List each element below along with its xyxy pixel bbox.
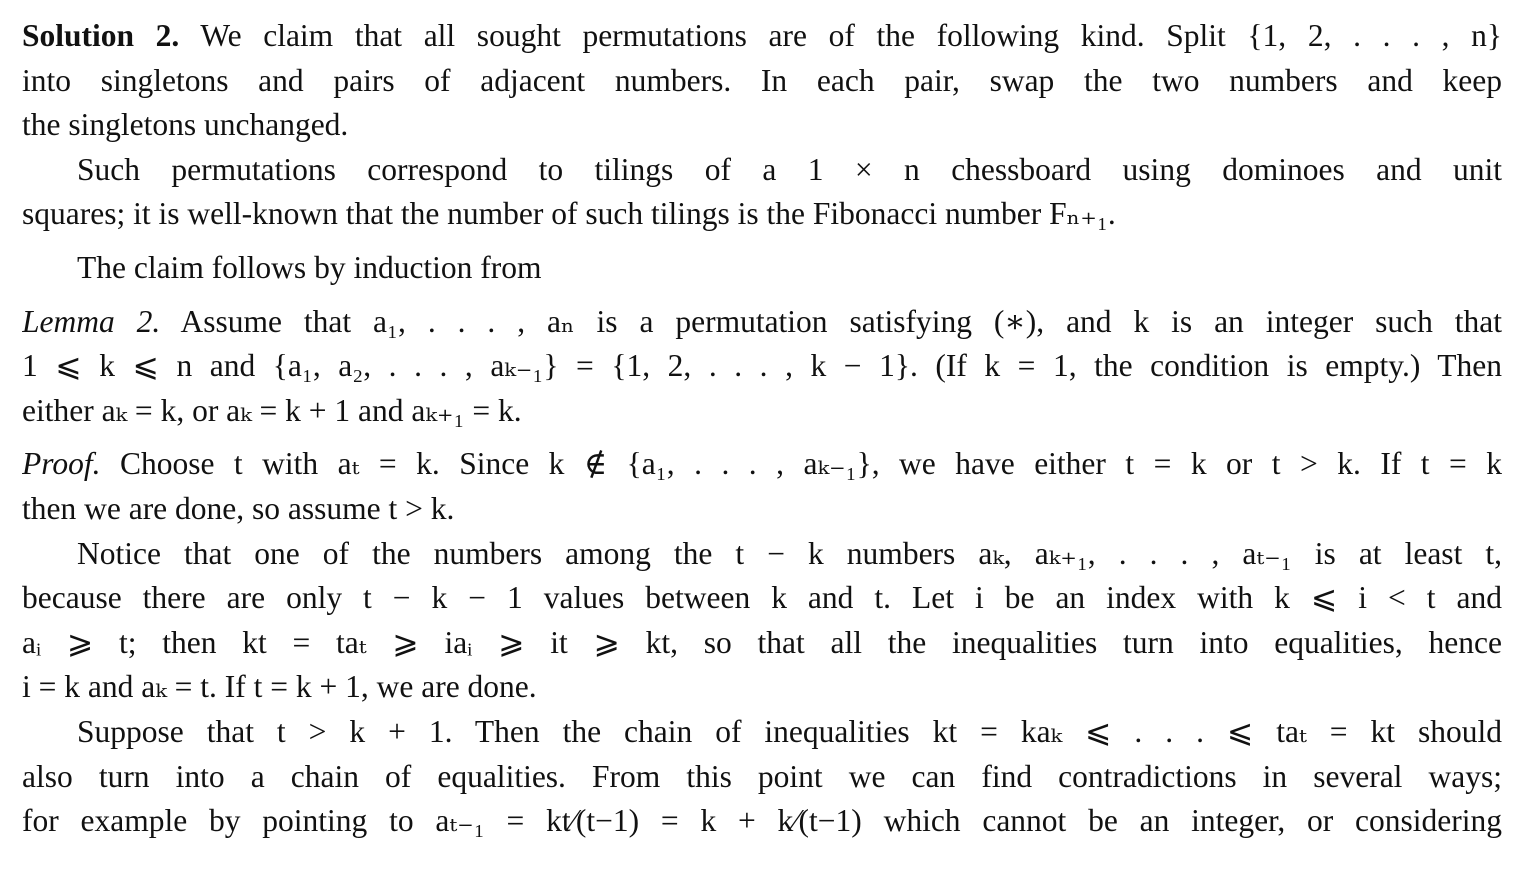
tilings-line-1: Such permutations correspond to tilings of a 1 × n chessboard using dominoes and unit — [77, 151, 1502, 187]
lemma-line-3: either aₖ = k, or aₖ = k + 1 and aₖ₊₁ = k. — [22, 392, 522, 428]
solution-page — [22, 14, 1502, 844]
lemma-text-1: Assume that a₁, . . . , aₙ is a permutation satisfying (∗), and k is an integer such that — [180, 303, 1502, 339]
solution-line-1 — [22, 14, 1502, 59]
solution-title: Solution 2. — [22, 18, 180, 53]
solution-line-3: the singletons unchanged. — [22, 107, 349, 143]
lemma-line-2: 1 ⩽ k ⩽ n and {a₁, a₂, . . . , aₖ₋₁} = {1, 2, . . . , k − 1}. (If k = 1, the condition is empty.) Then — [22, 348, 1502, 384]
proof-title: Proof. — [22, 446, 101, 482]
notice-line-4: i = k and aₖ = t. If t = k + 1, we are done. — [22, 669, 537, 705]
proof-line-2: then we are done, so assume t > k. — [22, 490, 455, 526]
notice-line-1: Notice that one of the numbers among the t − k numbers aₖ, aₖ₊₁, . . . , aₜ₋₁ is at least t, — [77, 535, 1502, 571]
notice-line-3: aᵢ ⩾ t; then kt = taₜ ⩾ iaᵢ ⩾ it ⩾ kt, so that all the inequalities turn into equalities, hence — [22, 624, 1502, 660]
paragraph-gap — [22, 433, 1502, 442]
solution-text-1: We claim that all sought permutations are of the following kind. Split {1, 2, . . . , n} — [200, 18, 1502, 53]
proof-line-1 — [22, 442, 1502, 487]
claim-line: The claim follows by induction from — [77, 249, 542, 285]
paragraph-gap — [22, 237, 1502, 246]
lemma-title: Lemma 2. — [22, 303, 161, 339]
notice-line-2: because there are only t − k − 1 values between k and t. Let i be an index with k ⩽ i < t and — [22, 580, 1502, 616]
suppose-line-2: also turn into a chain of equalities. From this point we can find contradictions in several ways; — [22, 758, 1502, 794]
suppose-line-3: for example by pointing to aₜ₋₁ = kt⁄(t−1) = k + k⁄(t−1) which cannot be an integer, or considering — [22, 803, 1502, 839]
proof-text-1: Choose t with aₜ = k. Since k ∉ {a₁, . . . , aₖ₋₁}, we have either t = k or t > k. If t = k — [119, 446, 1502, 482]
tilings-line-2: squares; it is well-known that the number of such tilings is the Fibonacci number Fₙ₊₁. — [22, 196, 1116, 232]
suppose-line-1: Suppose that t > k + 1. Then the chain of inequalities kt = kaₖ ⩽ . . . ⩽ taₜ = kt should — [77, 713, 1502, 749]
paragraph-gap — [22, 291, 1502, 300]
solution-line-2: into singletons and pairs of adjacent numbers. In each pair, swap the two numbers and keep — [22, 62, 1502, 98]
lemma-line-1 — [22, 300, 1502, 345]
